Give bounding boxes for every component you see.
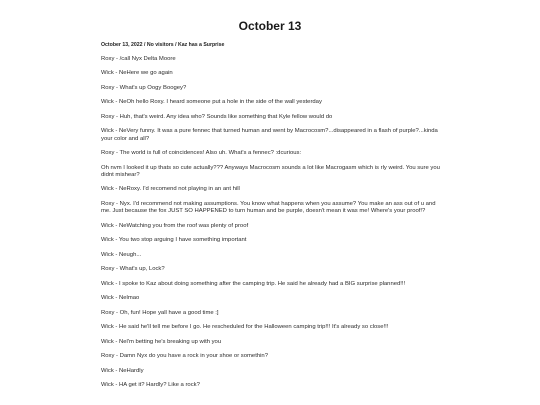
chat-line: Oh nvm I looked it up thats so cute actually??? Anyways Macrocosm sounds a lot like Macrogasm which is rly weird. You sure you didnt mishear?	[101, 164, 442, 178]
chat-line: Roxy - The world is full of coincidences! Also uh. What's a fennec? :dcurious:	[101, 150, 302, 157]
chat-line: Roxy - Nyx. I'd recommend not making assumptions. You know what happens when you assume? You make an ass out of u and me. Just because the fox JUST SO HAPPENED to turn human and be purple, doesn't mean it was me! Where's your proof!?	[101, 200, 438, 215]
chat-line: Wick - NeWatching you from the roof was plenty of proof	[101, 222, 249, 229]
chat-line: Roxy - /call Nyx Delta Moore	[101, 56, 176, 62]
chat-line: Wick - NeOh hello Roxy. I heard someone put a hole in the side of the wall yesterday	[101, 99, 322, 106]
entry-subtitle: October 13, 2022 / No visitors / Kaz has a Surprise	[101, 42, 225, 48]
chat-log	[101, 56, 441, 397]
chat-line: Wick - Nelmao	[101, 295, 140, 302]
chat-line: Roxy - Oh, fun! Hope yall have a good time :]	[101, 309, 219, 316]
chat-line: Roxy - What's up, Lock?	[101, 266, 165, 273]
chat-line: Wick - I spoke to Kaz about doing something after the camping trip. He said he already had a BIG surprise planned!!!	[101, 280, 406, 287]
chat-line: Wick - Nel'm betting he's breaking up with you	[101, 338, 222, 345]
chat-line: Wick - NeVery funny. It was a pure fennec that turned human and went by Macrocosm?...disappeared in a flash of purple?...kinda your color and all?	[101, 128, 440, 142]
chat-line: Roxy - What's up Oogy Boogey?	[101, 84, 187, 91]
page-title: October 13	[238, 19, 302, 33]
chat-line: Roxy - Huh, that's weird. Any idea who? Sounds like something that Kyle fellow would do	[101, 113, 333, 120]
chat-line: Wick - He said he'll tell me before I go. He rescheduled for the Halloween camping trip!!! It's already so close!!!	[101, 324, 389, 331]
chat-line: Wick - NeHere we go again	[101, 70, 173, 77]
chat-line: Wick - HA get it? Hardly? Like a rock?	[101, 382, 200, 389]
chat-line: Roxy - Damn Nyx do you have a rock in your shoe or somethin?	[101, 353, 268, 360]
chat-line: Wick - NeHardly	[101, 367, 144, 374]
chat-line: Wick - You two stop arguing I have something important	[101, 237, 247, 244]
chat-line: Wick - Neugh...	[101, 251, 142, 258]
chat-line: Wick - NeRoxy. I'd recomend not playing in an ant hill	[101, 186, 240, 193]
